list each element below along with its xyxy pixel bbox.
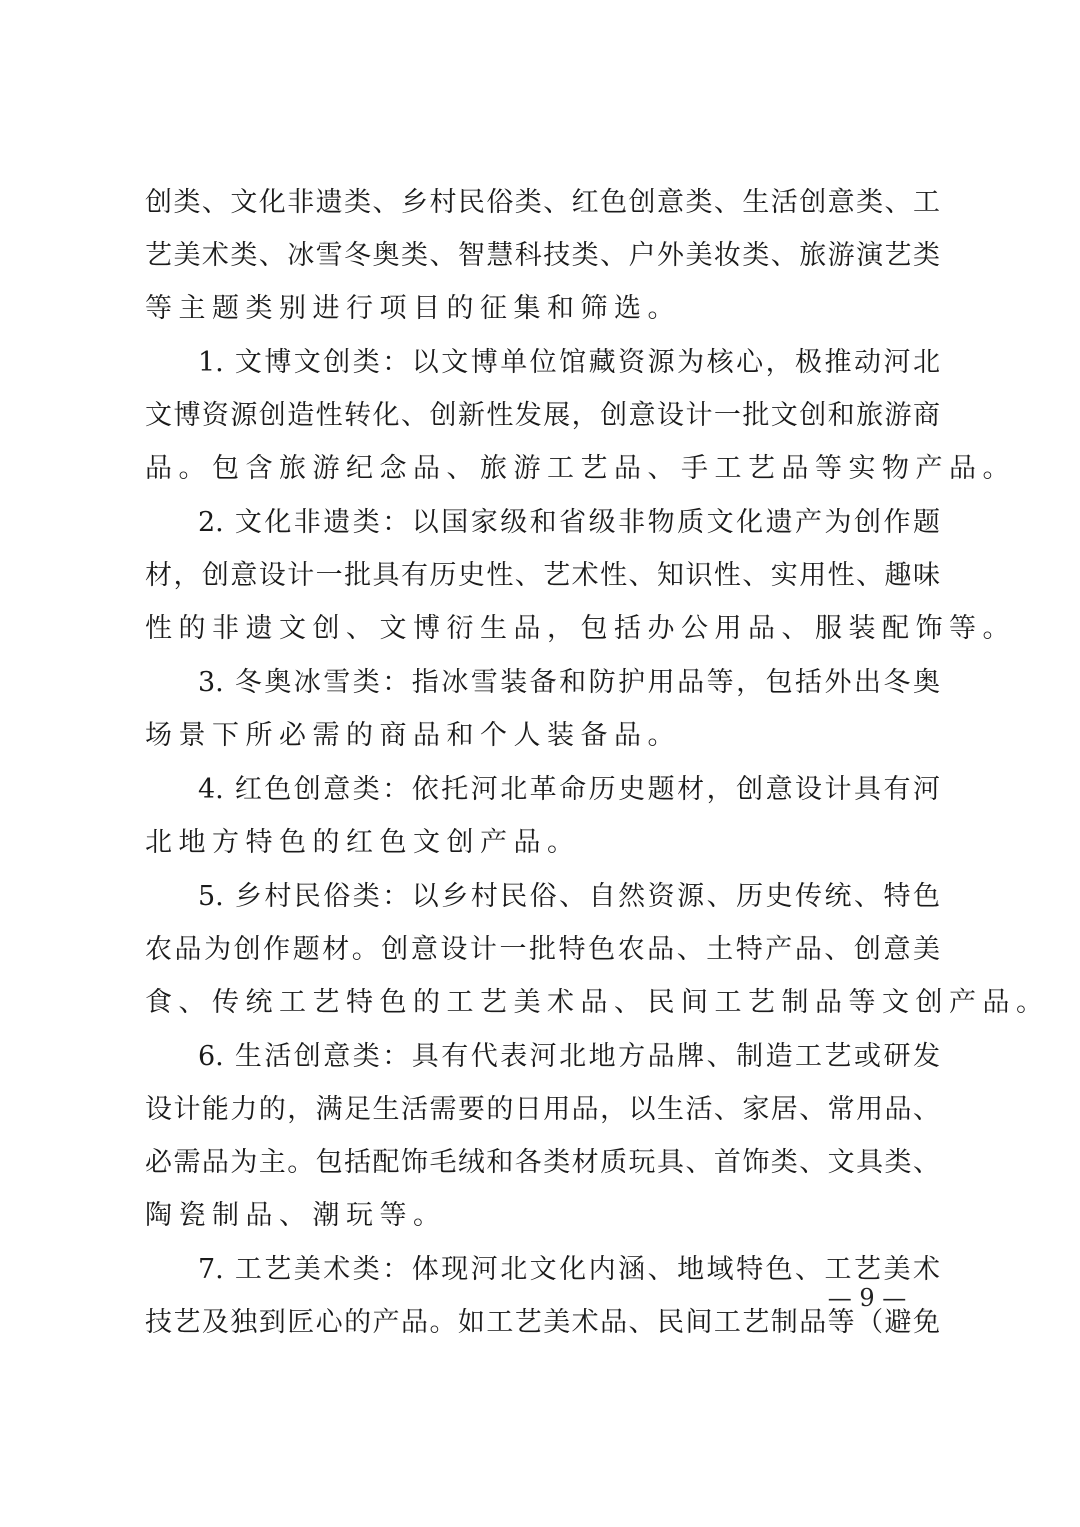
list-item-line: 6. 生活创意类：具有代表河北地方品牌、制造工艺或研发	[198, 1041, 940, 1072]
text-line: 陶瓷制品、潮玩等。	[145, 1200, 447, 1231]
text-line: 北地方特色的红色文创产品。	[145, 827, 581, 858]
text-line: 材，创意设计一批具有历史性、艺术性、知识性、实用性、趣味	[145, 560, 940, 591]
text-line: 设计能力的，满足生活需要的日用品，以生活、家居、常用品、	[145, 1094, 940, 1125]
text-line: 农品为创作题材。创意设计一批特色农品、土特产品、创意美	[145, 934, 940, 965]
list-item-line: 7. 工艺美术类：体现河北文化内涵、地域特色、工艺美术	[198, 1254, 940, 1285]
text-line: 等主题类别进行项目的征集和筛选。	[145, 293, 681, 324]
page-number: — 9 —	[827, 1284, 907, 1312]
text-line: 品。包含旅游纪念品、旅游工艺品、手工艺品等实物产品。	[145, 453, 1016, 484]
text-line: 创类、文化非遗类、乡村民俗类、红色创意类、生活创意类、工	[145, 187, 940, 218]
text-line: 技艺及独到匠心的产品。如工艺美术品、民间工艺制品等（避免	[145, 1307, 940, 1338]
list-item-line: 3. 冬奥冰雪类：指冰雪装备和防护用品等，包括外出冬奥	[198, 667, 940, 698]
list-item-line: 5. 乡村民俗类：以乡村民俗、自然资源、历史传统、特色	[198, 881, 940, 912]
text-line: 必需品为主。包括配饰毛绒和各类材质玩具、首饰类、文具类、	[145, 1147, 940, 1178]
list-item-line: 1. 文博文创类：以文博单位馆藏资源为核心，极推动河北	[198, 347, 940, 378]
text-line: 艺美术类、冰雪冬奥类、智慧科技类、户外美妆类、旅游演艺类	[145, 240, 940, 271]
list-item-line: 2. 文化非遗类：以国家级和省级非物质文化遗产为创作题	[198, 507, 940, 538]
text-line: 食、传统工艺特色的工艺美术品、民间工艺制品等文创产品。	[145, 987, 1050, 1018]
list-item-line: 4. 红色创意类：依托河北革命历史题材，创意设计具有河	[198, 774, 940, 805]
text-line: 场景下所必需的商品和个人装备品。	[145, 720, 681, 751]
text-line: 文博资源创造性转化、创新性发展，创意设计一批文创和旅游商	[145, 400, 940, 431]
text-line: 性的非遗文创、文博衍生品，包括办公用品、服装配饰等。	[145, 613, 1016, 644]
